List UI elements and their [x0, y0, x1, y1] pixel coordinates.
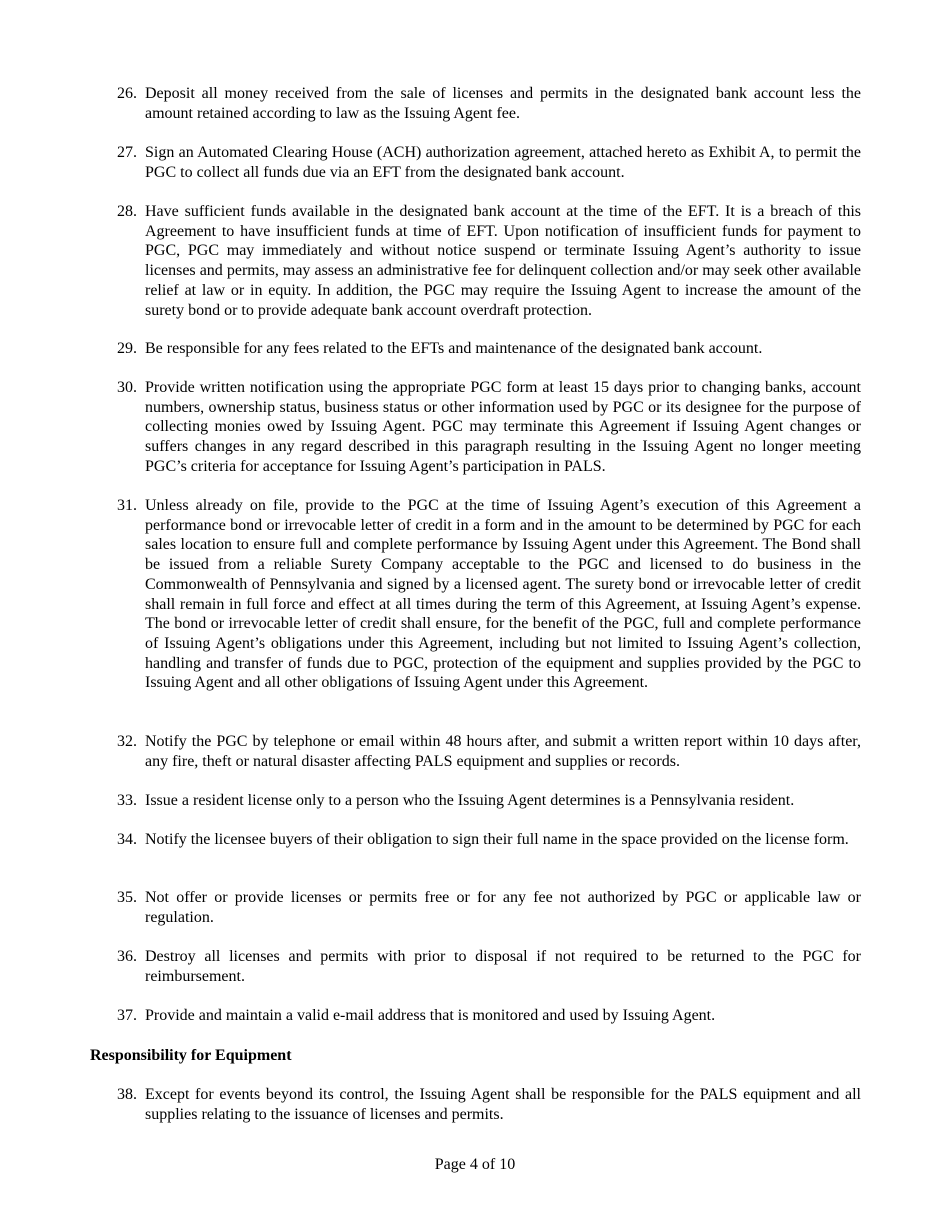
item-number: 30.: [117, 379, 137, 396]
list-item-32: [117, 732, 861, 771]
list-item-27: [117, 143, 861, 182]
item-text: Not offer or provide licenses or permits free or for any fee not authorized by PGC or applicable law or regulation.: [145, 889, 861, 926]
item-text: Sign an Automated Clearing House (ACH) authorization agreement, attached hereto as Exhibit A, to permit the PGC to collect all funds due via an EFT from the designated bank account.: [145, 144, 861, 181]
item-number: 34.: [117, 831, 137, 848]
item-number: 27.: [117, 144, 137, 161]
item-number: 26.: [117, 85, 137, 102]
item-text: Provide written notification using the appropriate PGC form at least 15 days prior to changing banks, account numbers, ownership status, business status or other information used by PGC or its designee for the purpose of collecting monies owed by Issuing Agent. PGC may terminate this Agreement if Issuing Agent changes or suffers changes in any regard described in this paragraph resulting in the Issuing Agent no longer meeting PGC’s criteria for acceptance for Issuing Agent’s participation in PALS.: [145, 379, 861, 475]
item-number: 38.: [117, 1086, 137, 1103]
list-item-33: [117, 791, 861, 811]
item-text: Unless already on file, provide to the PGC at the time of Issuing Agent’s execution of this Agreement a performance bond or irrevocable letter of credit in a form and in the amount to be determined by PGC for each sales location to ensure full and complete performance by Issuing Agent under this Agreement. The Bond shall be issued from a reliable Surety Company acceptable to the PGC and licensed to do business in the Commonwealth of Pennsylvania and signed by a licensed agent. The surety bond or irrevocable letter of credit shall remain in full force and effect at all times during the term of this Agreement, at Issuing Agent’s expense. The bond or irrevocable letter of credit shall ensure, for the benefit of the PGC, full and complete performance of Issuing Agent’s obligations under this Agreement, including but not limited to Issuing Agent’s collection, handling and transfer of funds due to PGC, protection of the equipment and supplies provided by the PGC to Issuing Agent and all other obligations of Issuing Agent under this Agreement.: [145, 497, 861, 692]
item-number: 28.: [117, 203, 137, 220]
list-item-29: [117, 339, 861, 359]
item-text: Destroy all licenses and permits with prior to disposal if not required to be returned to the PGC for reimbursement.: [145, 948, 861, 985]
list-item-38: [117, 1085, 861, 1124]
list-item-34: [117, 830, 861, 850]
list-item-37: [117, 1006, 861, 1026]
item-text: Notify the licensee buyers of their obligation to sign their full name in the space provided on the license form.: [145, 831, 849, 848]
list-item-28: [117, 202, 861, 320]
section-heading: Responsibility for Equipment: [90, 1047, 292, 1064]
item-text: Provide and maintain a valid e-mail address that is monitored and used by Issuing Agent.: [145, 1007, 716, 1024]
list-item-36: [117, 947, 861, 986]
item-number: 29.: [117, 340, 137, 357]
item-number: 31.: [117, 497, 137, 514]
list-item-26: [117, 84, 861, 123]
item-text: Be responsible for any fees related to the EFTs and maintenance of the designated bank account.: [145, 340, 763, 357]
page-footer: Page 4 of 10: [434, 1156, 516, 1173]
item-number: 35.: [117, 889, 137, 906]
item-number: 32.: [117, 733, 137, 750]
item-text: Except for events beyond its control, the Issuing Agent shall be responsible for the PALS equipment and all supplies relating to the issuance of licenses and permits.: [145, 1086, 861, 1123]
list-item-31: [117, 496, 861, 693]
item-text: Have sufficient funds available in the designated bank account at the time of the EFT. It is a breach of this Agreement to have insufficient funds at time of EFT. Upon notification of insufficient funds for payment to PGC, PGC may immediately and without notice suspend or terminate Issuing Agent’s authority to issue licenses and permits, may assess an administrative fee for delinquent collection and/or may seek other available relief at law or in equity. In addition, the PGC may require the Issuing Agent to increase the amount of the surety bond or to provide adequate bank account overdraft protection.: [145, 203, 861, 319]
item-number: 37.: [117, 1007, 137, 1024]
item-number: 33.: [117, 792, 137, 809]
item-text: Issue a resident license only to a person who the Issuing Agent determines is a Pennsylvania resident.: [145, 792, 795, 809]
item-text: Notify the PGC by telephone or email within 48 hours after, and submit a written report within 10 days after, any fire, theft or natural disaster affecting PALS equipment and supplies or records.: [145, 733, 861, 770]
list-item-30: [117, 378, 861, 477]
item-number: 36.: [117, 948, 137, 965]
list-item-35: [117, 888, 861, 927]
item-text: Deposit all money received from the sale of licenses and permits in the designated bank account less the amount retained according to law as the Issuing Agent fee.: [145, 85, 861, 122]
